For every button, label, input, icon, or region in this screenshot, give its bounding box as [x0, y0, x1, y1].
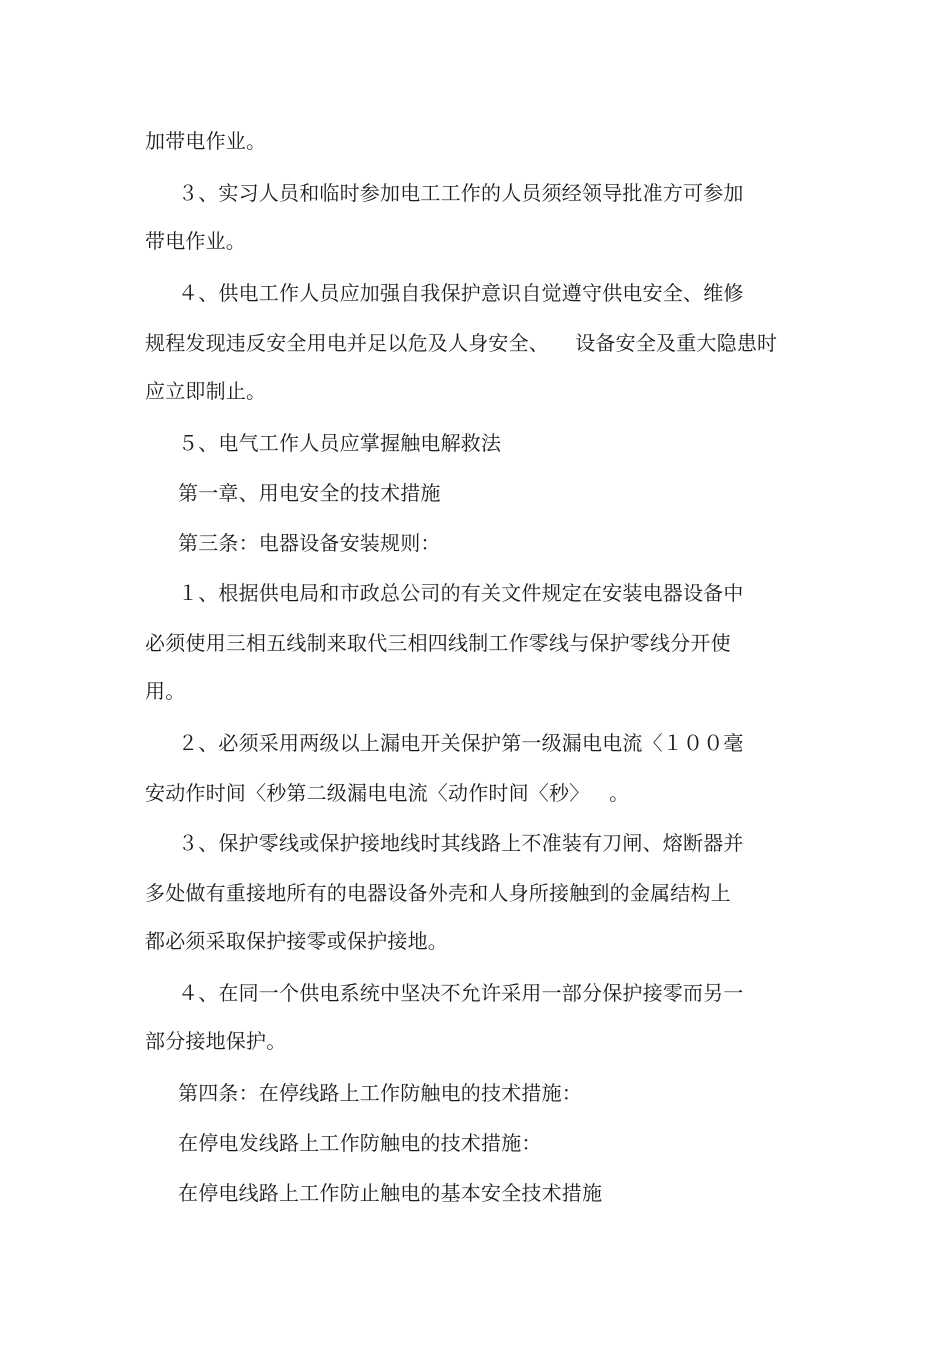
- text-line: ２、必须采用两级以上漏电开关保护第一级漏电电流〈１００毫: [178, 731, 744, 755]
- text-line: 部分接地保护。: [145, 1029, 287, 1053]
- text-line: 多处做有重接地所有的电器设备外壳和人身所接触到的金属结构上: [145, 881, 731, 905]
- text-line: 规程发现违反安全用电并足以危及人身安全、 设备安全及重大隐患时: [145, 331, 778, 355]
- text-line: ３、实习人员和临时参加电工工作的人员须经领导批准方可参加: [178, 181, 744, 205]
- text-line: 在停电发线路上工作防触电的技术措施：: [178, 1131, 542, 1155]
- text-line: 加带电作业。: [145, 129, 267, 153]
- text-line: 应立即制止。: [145, 379, 267, 403]
- text-line: 安动作时间〈秒第二级漏电电流〈动作时间〈秒〉 。: [145, 781, 630, 805]
- text-line: 带电作业。: [145, 229, 246, 253]
- text-line: ４、在同一个供电系统中坚决不允许采用一部分保护接零而另一: [178, 981, 744, 1005]
- text-line: 在停电线路上工作防止触电的基本安全技术措施: [178, 1181, 603, 1205]
- text-line: ３、保护零线或保护接地线时其线路上不准装有刀闸、熔断器并: [178, 831, 744, 855]
- article-heading: 第三条：电器设备安装规则：: [178, 531, 441, 555]
- text-line: １、根据供电局和市政总公司的有关文件规定在安装电器设备中: [178, 581, 744, 605]
- article-heading: 第四条：在停线路上工作防触电的技术措施：: [178, 1081, 582, 1105]
- chapter-heading: 第一章、用电安全的技术措施: [178, 481, 441, 505]
- text-line: 都必须采取保护接零或保护接地。: [145, 929, 448, 953]
- text-line: ５、电气工作人员应掌握触电解救法: [178, 431, 502, 455]
- text-line: 用。: [145, 679, 186, 703]
- text-line: ４、供电工作人员应加强自我保护意识自觉遵守供电安全、维修: [178, 281, 744, 305]
- text-line: 必须使用三相五线制来取代三相四线制工作零线与保护零线分开使: [145, 631, 731, 655]
